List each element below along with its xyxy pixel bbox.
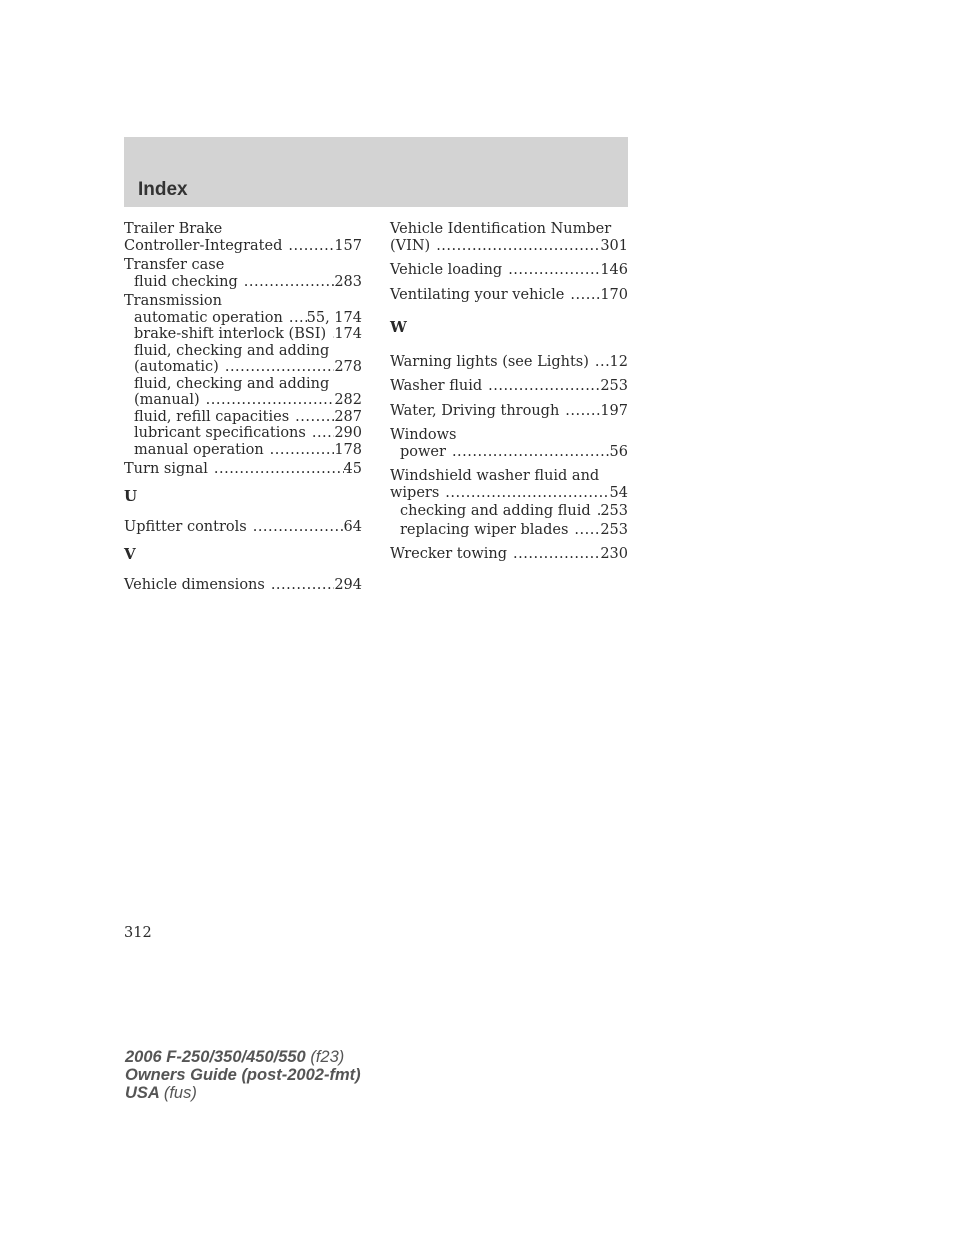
entry-label: Water, Driving through <box>390 402 560 419</box>
entry-page: 170 <box>600 286 628 303</box>
entry-page: 278 <box>334 359 362 375</box>
index-entry-transfer-case <box>124 257 362 290</box>
index-entry-washer-fluid <box>390 378 628 395</box>
entry-sub-label: fluid, checking and adding <box>134 375 330 392</box>
entry-label: Transmission <box>124 293 223 309</box>
entry-sub-label: fluid checking <box>134 273 238 290</box>
entry-page: 197 <box>600 402 628 419</box>
entry-page: 290 <box>334 425 362 441</box>
section-letter-v: V <box>124 544 136 563</box>
footer-region: USA <box>125 1084 160 1102</box>
index-entry-trailer-brake <box>124 221 362 254</box>
entry-label: Vehicle dimensions <box>124 577 265 593</box>
entry-page: 157 <box>334 237 362 254</box>
entry-page: 253 <box>600 521 628 538</box>
entry-page: 283 <box>334 273 362 290</box>
index-entry-warning-lights <box>390 354 628 371</box>
entry-page: 56 <box>609 443 628 460</box>
footer-model-code: (f23) <box>310 1048 345 1066</box>
entry-sub-label: manual operation <box>134 441 264 458</box>
entry-label: Windows <box>390 427 457 443</box>
footer-region-code: (fus) <box>163 1084 197 1102</box>
page-title: Index <box>138 179 188 200</box>
index-entry-windows <box>390 427 628 460</box>
page-number: 312 <box>124 925 152 941</box>
entry-label: Controller-Integrated <box>124 237 283 254</box>
entry-page: 253 <box>600 378 628 394</box>
entry-label: Warning lights (see Lights) <box>390 353 589 370</box>
entry-sub-label: replacing wiper blades <box>400 521 569 538</box>
entry-label: Ventilating your vehicle <box>390 286 565 303</box>
footer-document-id <box>125 1048 361 1102</box>
entry-page: 301 <box>600 237 628 254</box>
entry-label: Transfer case <box>124 257 225 273</box>
entry-page: 45 <box>343 461 362 477</box>
entry-page: 55, 174 <box>306 309 362 326</box>
entry-page: 282 <box>334 392 362 408</box>
index-entry-turn-signal <box>124 461 362 478</box>
section-letter-w: W <box>390 318 407 336</box>
footer-model: 2006 F-250/350/450/550 <box>125 1048 306 1066</box>
index-entry-vin <box>390 221 628 254</box>
entry-sub-label: brake-shift interlock (BSI) <box>134 326 327 342</box>
entry-sub-label: (automatic) <box>134 359 219 375</box>
entry-sub-label: (manual) <box>134 392 200 408</box>
entry-label: Upfitter controls <box>124 519 247 535</box>
index-entry-vehicle-dimensions <box>124 577 362 594</box>
index-entry-ventilating <box>390 287 628 304</box>
entry-label: Vehicle Identification Number <box>390 221 612 237</box>
entry-page: 287 <box>334 408 362 425</box>
entry-label: Wrecker towing <box>390 546 508 562</box>
entry-label: wipers <box>390 484 440 501</box>
index-column-right <box>390 221 628 571</box>
entry-page: 230 <box>600 546 628 562</box>
index-entry-water-driving <box>390 403 628 420</box>
index-column-left <box>124 221 362 597</box>
entry-page: 146 <box>600 262 628 278</box>
entry-sub-label: checking and adding fluid <box>400 503 591 519</box>
entry-sub-label: automatic operation <box>134 309 283 326</box>
entry-label: Trailer Brake <box>124 221 223 237</box>
entry-label: Windshield washer fluid and <box>390 468 600 484</box>
section-letter-u: U <box>124 486 138 505</box>
entry-page: 294 <box>334 577 362 593</box>
entry-page: 253 <box>600 503 628 519</box>
header-band <box>124 137 628 207</box>
entry-label: Washer fluid <box>390 378 483 394</box>
entry-page: 54 <box>609 484 628 501</box>
index-entry-upfitter-controls <box>124 519 362 536</box>
index-entry-transmission <box>124 293 362 458</box>
entry-label: (VIN) <box>390 237 431 254</box>
index-entry-vehicle-loading <box>390 262 628 279</box>
entry-sub-label: fluid, refill capacities <box>134 408 290 425</box>
entry-label: Turn signal <box>124 461 208 477</box>
entry-page: 64 <box>343 519 362 535</box>
index-entry-windshield-washer <box>390 468 628 538</box>
entry-page: 12 <box>609 353 628 370</box>
entry-label: Vehicle loading <box>390 262 503 278</box>
entry-page: 178 <box>334 441 362 458</box>
entry-sub-label: fluid, checking and adding <box>134 342 330 359</box>
index-entry-wrecker-towing <box>390 546 628 563</box>
footer-guide: Owners Guide (post-2002-fmt) <box>125 1066 361 1084</box>
entry-sub-label: power <box>400 443 446 460</box>
entry-page: 174 <box>334 326 362 342</box>
entry-sub-label: lubricant specifications <box>134 425 306 441</box>
